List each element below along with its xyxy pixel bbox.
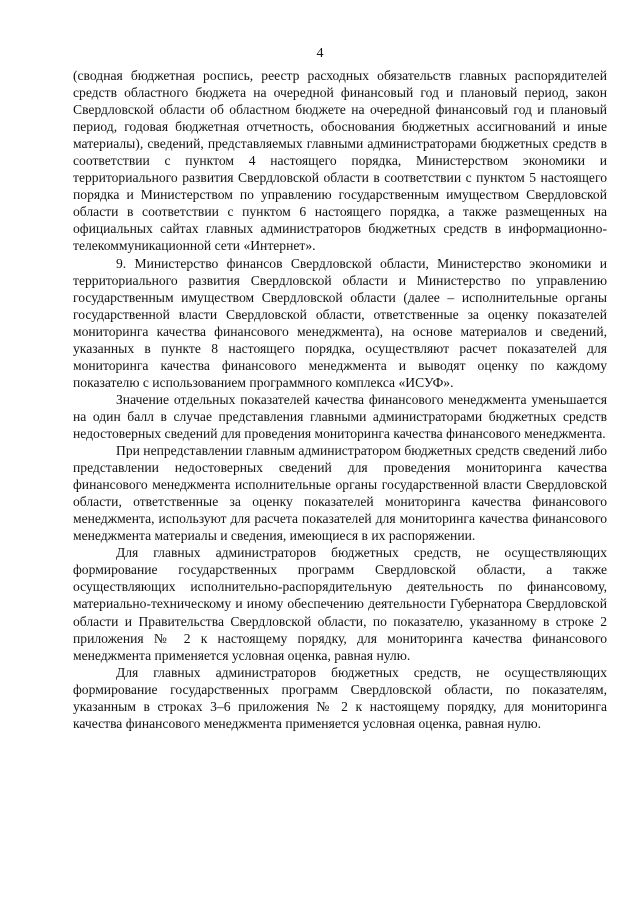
paragraph-conditional-score-row-2: Для главных администраторов бюджетных средств, не осуществляющих формирование государственных программ Свердловской области, а также осуществляющих исполнительно-распорядительную деятельность по финансовому, материально-техническому и иному обеспечению деятельности Губернатора Свердловской области и Правительства Свердловской области, по показателю, указанному в строке 2 приложения № 2 к настоящему порядку, для мониторинга качества финансового менеджмента применяется условная оценка, равная нулю. [73, 545, 607, 663]
paragraph-non-submission: При непредставлении главным администратором бюджетных средств сведений либо представлении недостоверных сведений для проведения мониторинга качества финансового менеджмента исполнительные органы государственной власти Свердловской области, ответственные за оценку показателей мониторинга качества финансового менеджмента, используют для расчета показателей для мониторинга качества финансового менеджмента материалы и сведения, имеющиеся в их распоряжении. [73, 443, 607, 544]
paragraph-conditional-score-rows-3-6: Для главных администраторов бюджетных средств, не осуществляющих формирование государственных программ Свердловской области, по показателям, указанным в строках 3–6 приложения № 2 к настоящему порядку, для мониторинга качества финансового менеджмента применяется условная оценка, равная нулю. [73, 664, 607, 731]
paragraph-item-9: 9. Министерство финансов Свердловской области, Министерство экономики и территориального развития Свердловской области и Министерство по управлению государственным имуществом Свердловской области (далее – исполнительные органы государственной власти Свердловской области, ответственные за оценку показателей мониторинга качества финансового менеджмента), на основе материалов и сведений, указанных в пункте 8 настоящего порядка, осуществляют расчет показателей для мониторинга качества финансового менеджмента и выводят оценку по каждому показателю с использованием программного комплекса «ИСУФ». [73, 255, 607, 390]
paragraph-score-reduction: Значение отдельных показателей качества финансового менеджмента уменьшается на один балл в случае представления главными администраторами бюджетных средств недостоверных сведений для проведения мониторинга качества финансового менеджмента. [73, 391, 607, 441]
page-number: 4 [316, 46, 324, 61]
paragraph-continuation: (сводная бюджетная роспись, реестр расходных обязательств главных распорядителей средств областного бюджета на очередной финансовый год и плановый период, закон Свердловской области об областном бюджете на очередной финансовый год и плановый период, годовая бюджетная отчетность, обоснования бюджетных ассигнований и иные материалы), сведений, представляемых главными администраторами бюджетных средств в соответствии с пунктом 4 настоящего порядка, Министерством экономики и территориального развития Свердловской области в соответствии с пунктом 5 настоящего порядка и Министерством по управлению государственным имуществом Свердловской области в соответствии с пунктом 6 настоящего порядка, а также размещенных на официальных сайтах главных администраторов бюджетных средств в информационно-телекоммуникационной сети «Интернет». [73, 68, 607, 254]
document-body [73, 67, 607, 732]
